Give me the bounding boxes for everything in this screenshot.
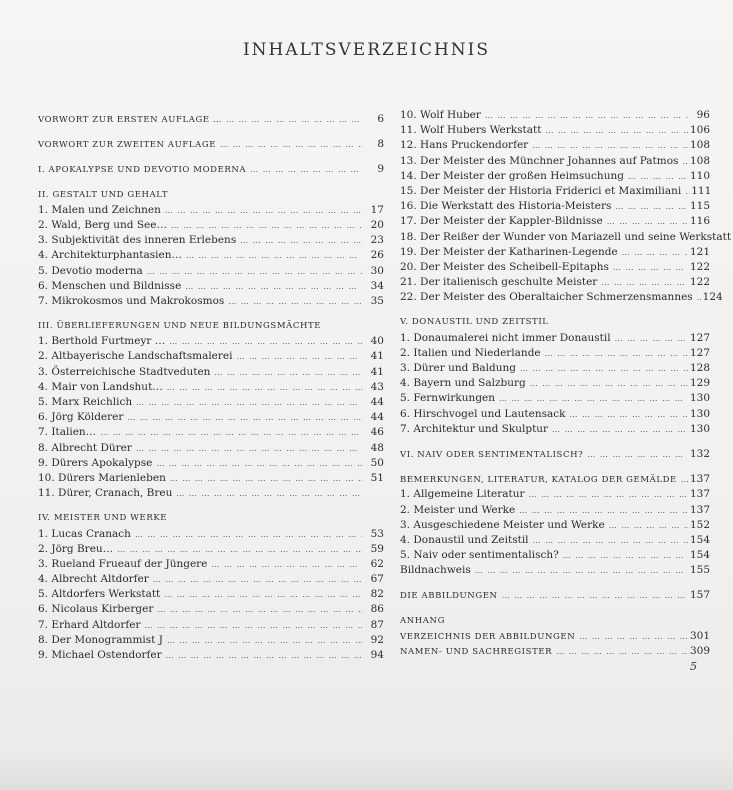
- toc-section-5-heading: V. DONAUSTIL UND ZEITSTIL: [400, 317, 549, 328]
- toc-entry: 4. Bayern und Salzburg … … … … … … … … … … … … … … … … … … … … … … … … … … … … … … … … … … 129: [400, 376, 710, 391]
- toc-entry: 6. Jörg Kölderer … … … … … … … … … … … … … … … … … … … … … … … … … … … … … … … … … … 44: [38, 410, 384, 425]
- toc-entry: 10. Dürers Marienleben … … … … … … … … … … … … … … … … … … … … … … … … … … … … … … … … … … 51: [38, 471, 384, 486]
- toc-entry: 22. Der Meister des Oberaltaicher Schmerzensmannes … … … … … … … … … … … … … … … … … … … … … … … … … … … … … … … … … … 124: [400, 290, 710, 305]
- toc-entry: 19. Der Meister der Katharinen-Legende … … … … … … … … … … … … … … … … … … … … … … … … … … … … … … … … … … 121: [400, 245, 710, 260]
- toc-entry: 9. Dürers Apokalypse … … … … … … … … … … … … … … … … … … … … … … … … … … … … … … … … … … 50: [38, 456, 384, 471]
- toc-entry: 2. Jörg Breu… … … … … … … … … … … … … … … … … … … … … … … … … … … … … … … … … … … 59: [38, 542, 384, 557]
- toc-entry: 6. Menschen und Bildnisse … … … … … … … … … … … … … … … … … … … … … … … … … … … … … … … … … … 34: [38, 279, 384, 294]
- toc-entry: NAMEN- UND SACHREGISTER … … … … … … … … … … … … … … … … … … … … … … … … … … … … … … … … … … 309: [400, 644, 710, 659]
- toc-entry: 21. Der italienisch geschulte Meister … … … … … … … … … … … … … … … … … … … … … … … … … … … … … … … … … … 122: [400, 275, 710, 290]
- toc-entry: 5. Fernwirkungen … … … … … … … … … … … … … … … … … … … … … … … … … … … … … … … … … … 130: [400, 391, 710, 406]
- toc-entry: 14. Der Meister der großen Heimsuchung … … … … … … … … … … … … … … … … … … … … … … … … … … … … … … … … … … 110: [400, 169, 710, 184]
- toc-entry: 3. Rueland Frueauf der Jüngere … … … … … … … … … … … … … … … … … … … … … … … … … … … … … … … … … … 62: [38, 557, 384, 572]
- toc-entry: 7. Erhard Altdorfer … … … … … … … … … … … … … … … … … … … … … … … … … … … … … … … … … … 87: [38, 618, 384, 633]
- toc-entry: 8. Albrecht Dürer … … … … … … … … … … … … … … … … … … … … … … … … … … … … … … … … … … 48: [38, 441, 384, 456]
- toc-entry: 9. Michael Ostendorfer … … … … … … … … … … … … … … … … … … … … … … … … … … … … … … … … … … 94: [38, 648, 384, 663]
- toc-abbildungen: DIE ABBILDUNGEN … … … … … … … … … … … … … … … … … … … … … … … … … … … … … … … … … … 157: [400, 588, 710, 603]
- toc-entry: 7. Architektur und Skulptur … … … … … … … … … … … … … … … … … … … … … … … … … … … … … … … … … … 130: [400, 422, 710, 437]
- toc-entry: 20. Der Meister des Scheibell-Epitaphs … … … … … … … … … … … … … … … … … … … … … … … … … … … … … … … … … … 122: [400, 260, 710, 275]
- page-shadow: [0, 750, 733, 790]
- toc-section-3-heading: III. ÜBERLIEFERUNGEN UND NEUE BILDUNGSMÄCHTE: [38, 321, 322, 332]
- toc-entry: 4. Donaustil und Zeitstil … … … … … … … … … … … … … … … … … … … … … … … … … … … … … … … … … … 154: [400, 533, 710, 548]
- toc-entry: 8. Der Monogrammist J … … … … … … … … … … … … … … … … … … … … … … … … … … … … … … … … … … 92: [38, 633, 384, 648]
- toc-entry: 4. Albrecht Altdorfer … … … … … … … … … … … … … … … … … … … … … … … … … … … … … … … … … … 67: [38, 572, 384, 587]
- toc-entry-vorwort-2: VORWORT ZUR ZWEITEN AUFLAGE … … … … … … … … … … … … … … … … … … … … … … … … … … … … … … … … … … 8: [38, 137, 384, 152]
- toc-entry: 1. Berthold Furtmeyr … … … … … … … … … … … … … … … … … … … … … … … … … … … … … … … … … … … 40: [38, 334, 384, 349]
- toc-entry-vorwort-1: VORWORT ZUR ERSTEN AUFLAGE … … … … … … … … … … … … … … … … … … … … … … … … … … … … … … … … … … … 6: [38, 112, 384, 127]
- toc-section-6: VI. NAIV ODER SENTIMENTALISCH? … … … … … … … … … … … … … … … … … … … … … … … … … … … … … … … … … … 132: [400, 447, 710, 462]
- toc-entry: 1. Lucas Cranach … … … … … … … … … … … … … … … … … … … … … … … … … … … … … … … … … … 53: [38, 527, 384, 542]
- toc-left-column: [38, 112, 384, 663]
- toc-entry: 10. Wolf Huber … … … … … … … … … … … … … … … … … … … … … … … … … … … … … … … … … … 96: [400, 108, 710, 123]
- toc-entry: 12. Hans Pruckendorfer … … … … … … … … … … … … … … … … … … … … … … … … … … … … … … … … … … 108: [400, 138, 710, 153]
- toc-entry: 5. Marx Reichlich … … … … … … … … … … … … … … … … … … … … … … … … … … … … … … … … … … 44: [38, 395, 384, 410]
- toc-bemerkungen-heading: BEMERKUNGEN, LITERATUR, KATALOG DER GEMÄLDE … … … … … … … … … … … … … … … … … … … … … … … … … … … … … … … … … … 137: [400, 472, 710, 487]
- toc-section-4-heading: IV. MEISTER UND WERKE: [38, 513, 168, 524]
- toc-anhang-heading: ANHANG: [400, 615, 445, 626]
- toc-entry: 3. Ausgeschiedene Meister und Werke … … … … … … … … … … … … … … … … … … … … … … … … … … … … … … … … … … 152: [400, 518, 710, 533]
- toc-entry: 3. Dürer und Baldung … … … … … … … … … … … … … … … … … … … … … … … … … … … … … … … … … … 128: [400, 361, 710, 376]
- toc-entry: 5. Altdorfers Werkstatt … … … … … … … … … … … … … … … … … … … … … … … … … … … … … … … … … … 82: [38, 587, 384, 602]
- toc-entry: 18. Der Reißer der Wunder von Mariazell und seine Werkstatt … … … … … … … … … … … … … … … … … … … … … … … … … … … … … … … … … …: [400, 230, 710, 245]
- toc-entry: 6. Nicolaus Kirberger … … … … … … … … … … … … … … … … … … … … … … … … … … … … … … … … … … 86: [38, 602, 384, 617]
- toc-entry: 2. Wald, Berg und See… … … … … … … … … … … … … … … … … … … … … … … … … … … … … … … … … … … 20: [38, 218, 384, 233]
- toc-entry: 1. Allgemeine Literatur … … … … … … … … … … … … … … … … … … … … … … … … … … … … … … … … … … 137: [400, 487, 710, 502]
- toc-entry: 6. Hirschvogel und Lautensack … … … … … … … … … … … … … … … … … … … … … … … … … … … … … … … … … … 130: [400, 407, 710, 422]
- toc-entry: 2. Altbayerische Landschaftsmalerei … … … … … … … … … … … … … … … … … … … … … … … … … … … … … … … … … … 41: [38, 349, 384, 364]
- toc-entry: 1. Donaumalerei nicht immer Donaustil … … … … … … … … … … … … … … … … … … … … … … … … … … … … … … … … … … 127: [400, 331, 710, 346]
- toc-entry: 11. Dürer, Cranach, Breu … … … … … … … … … … … … … … … … … … … … … … … … … … … … … … … … … …: [38, 486, 384, 501]
- toc-entry: 11. Wolf Hubers Werkstatt … … … … … … … … … … … … … … … … … … … … … … … … … … … … … … … … … … 106: [400, 123, 710, 138]
- toc-entry: 4. Architekturphantasien… … … … … … … … … … … … … … … … … … … … … … … … … … … … … … … … … … … 26: [38, 248, 384, 263]
- toc-entry: 17. Der Meister der Kappler-Bildnisse … … … … … … … … … … … … … … … … … … … … … … … … … … … … … … … … … … 116: [400, 214, 710, 229]
- toc-entry: 15. Der Meister der Historia Friderici et Maximiliani … … … … … … … … … … … … … … … … … … … … … … … … … … … … … … … … … … 111: [400, 184, 710, 199]
- toc-entry: 3. Subjektivität des inneren Erlebens … … … … … … … … … … … … … … … … … … … … … … … … … … … … … … … … … … 23: [38, 233, 384, 248]
- page-number: 5: [690, 660, 697, 673]
- toc-section-1: I. APOKALYPSE UND DEVOTIO MODERNA … … … … … … … … … … … … … … … … … … … … … … … … … … … … … … … … … … 9: [38, 162, 384, 177]
- toc-entry: 2. Meister und Werke … … … … … … … … … … … … … … … … … … … … … … … … … … … … … … … … … … 137: [400, 503, 710, 518]
- toc-entry: VERZEICHNIS DER ABBILDUNGEN … … … … … … … … … … … … … … … … … … … … … … … … … … … … … … … … … … 301: [400, 629, 710, 644]
- toc-section-2-heading: II. GESTALT UND GEHALT: [38, 189, 169, 200]
- toc-entry: 5. Devotio moderna … … … … … … … … … … … … … … … … … … … … … … … … … … … … … … … … … … 30: [38, 264, 384, 279]
- toc-entry: 7. Mikrokosmos und Makrokosmos … … … … … … … … … … … … … … … … … … … … … … … … … … … … … … … … … … 35: [38, 294, 384, 309]
- toc-entry: 3. Österreichische Stadtveduten … … … … … … … … … … … … … … … … … … … … … … … … … … … … … … … … … … 41: [38, 365, 384, 380]
- toc-entry: 2. Italien und Niederlande … … … … … … … … … … … … … … … … … … … … … … … … … … … … … … … … … … 127: [400, 346, 710, 361]
- page-title: INHALTSVERZEICHNIS: [242, 40, 491, 60]
- toc-entry: 5. Naiv oder sentimentalisch? … … … … … … … … … … … … … … … … … … … … … … … … … … … … … … … … … … 154: [400, 548, 710, 563]
- toc-entry: 1. Malen und Zeichnen … … … … … … … … … … … … … … … … … … … … … … … … … … … … … … … … … … 17: [38, 203, 384, 218]
- toc-right-column: [400, 108, 732, 659]
- toc-entry: 7. Italien… … … … … … … … … … … … … … … … … … … … … … … … … … … … … … … … … … … 46: [38, 425, 384, 440]
- toc-entry: 16. Die Werkstatt des Historia-Meisters … … … … … … … … … … … … … … … … … … … … … … … … … … … … … … … … … … 115: [400, 199, 710, 214]
- toc-entry: Bildnachweis … … … … … … … … … … … … … … … … … … … … … … … … … … … … … … … … … … 155: [400, 563, 710, 578]
- toc-entry: 4. Mair von Landshut… … … … … … … … … … … … … … … … … … … … … … … … … … … … … … … … … … … 43: [38, 380, 384, 395]
- toc-entry: 13. Der Meister des Münchner Johannes auf Patmos … … … … … … … … … … … … … … … … … … … … … … … … … … … … … … … … … … 108: [400, 154, 710, 169]
